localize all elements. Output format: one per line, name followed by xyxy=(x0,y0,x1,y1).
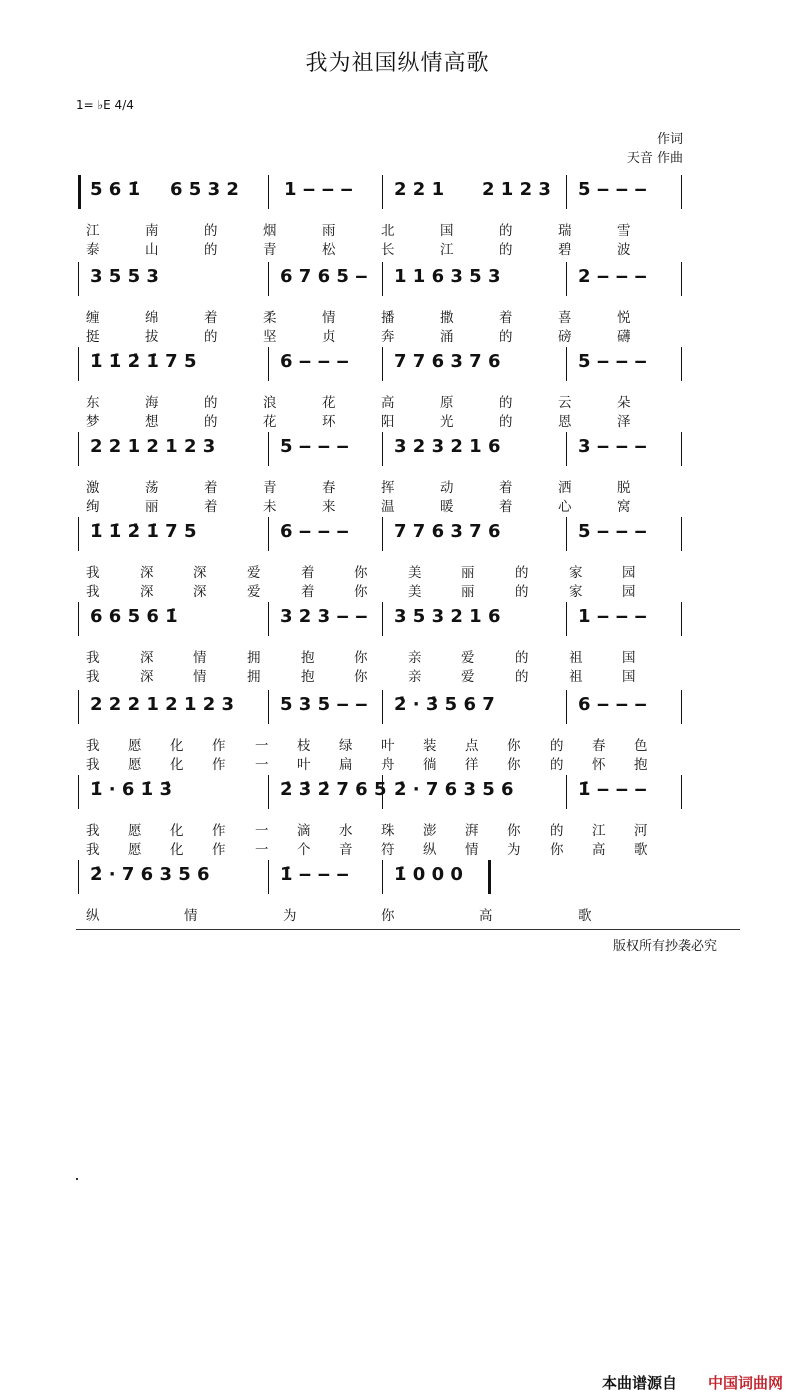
notation-line xyxy=(78,602,684,642)
lyric-syllable: 你 xyxy=(381,908,395,924)
lyric-syllable: 你 xyxy=(354,584,368,600)
measure-notes: 2 1 2 3 xyxy=(482,179,551,200)
lyric-syllable: 愿 xyxy=(128,842,142,858)
lyric-syllable: 情 xyxy=(465,842,479,858)
lyric-syllable: 枝 xyxy=(297,738,311,754)
lyric-syllable: 的 xyxy=(499,395,513,411)
bar-line xyxy=(268,860,269,894)
bar-line xyxy=(566,347,567,381)
measure-notes: 1̇ · 6 1̇ 3̇ xyxy=(90,779,173,800)
bar-line xyxy=(268,517,269,551)
lyric-syllable: 着 xyxy=(301,584,315,600)
measure-notes: 6 6 5 6 1̇ xyxy=(90,606,178,627)
lyric-syllable: 亲 xyxy=(408,669,422,685)
lyric-syllable: 云 xyxy=(558,395,572,411)
lyric-syllable: 青 xyxy=(263,242,277,258)
lyric-syllable: 洒 xyxy=(558,480,572,496)
lyric-syllable: 心 xyxy=(558,499,572,515)
bar-line xyxy=(78,690,79,724)
lyric-syllable: 作 xyxy=(212,823,226,839)
lyric-syllable: 花 xyxy=(322,395,336,411)
lyric-syllable: 的 xyxy=(515,565,529,581)
lyric-syllable: 我 xyxy=(86,669,100,685)
lyric-syllable: 深 xyxy=(140,565,154,581)
lyric-syllable: 的 xyxy=(204,329,218,345)
lyric-syllable: 你 xyxy=(507,823,521,839)
lyric-syllable: 国 xyxy=(440,223,454,239)
lyric-syllable: 着 xyxy=(499,499,513,515)
measure-notes: 5 6 1̇ xyxy=(90,179,141,200)
bar-line xyxy=(566,602,567,636)
measure-notes: 6 ‒ ‒ ‒ xyxy=(578,694,647,715)
lyric-syllable: 波 xyxy=(617,242,631,258)
lyric-syllable: 你 xyxy=(550,842,564,858)
lyric-syllable: 瑞 xyxy=(558,223,572,239)
lyric-syllable: 海 xyxy=(145,395,159,411)
lyric-syllable: 愿 xyxy=(128,757,142,773)
measure-notes: 1̇ ‒ ‒ ‒ xyxy=(280,864,349,885)
lyric-syllable: 绚 xyxy=(86,499,100,515)
lyric-syllable: 抱 xyxy=(301,669,315,685)
lyric-syllable: 的 xyxy=(204,414,218,430)
footer-divider xyxy=(76,929,740,930)
lyric-syllable: 色 xyxy=(634,738,648,754)
lyric-syllable: 的 xyxy=(499,242,513,258)
lyric-syllable: 抱 xyxy=(634,757,648,773)
lyric-syllable: 爱 xyxy=(247,584,261,600)
measure-notes: 1̇ 0 0 0 xyxy=(394,864,463,885)
bar-line xyxy=(268,690,269,724)
lyric-syllable: 我 xyxy=(86,823,100,839)
lyric-syllable: 青 xyxy=(263,480,277,496)
lyric-syllable: 纵 xyxy=(423,842,437,858)
lyric-syllable: 化 xyxy=(170,757,184,773)
lyric-syllable: 挥 xyxy=(381,480,395,496)
bar-line xyxy=(268,432,269,466)
lyric-syllable: 国 xyxy=(622,669,636,685)
measure-notes: 6 7 6 5 ‒ xyxy=(280,266,368,287)
lyric-syllable: 滴 xyxy=(297,823,311,839)
measure-notes: 3 ‒ ‒ ‒ xyxy=(578,436,647,457)
lyric-syllable: 涌 xyxy=(440,329,454,345)
bar-line xyxy=(268,262,269,296)
measure-notes: 2̇ · 7 6 3 5 6 xyxy=(394,779,514,800)
lyric-syllable: 绿 xyxy=(339,738,353,754)
lyric-syllable: 原 xyxy=(440,395,454,411)
bar-line xyxy=(681,347,682,381)
measure-notes: 7 7 6 3 7 6 xyxy=(394,351,501,372)
lyric-syllable: 着 xyxy=(204,310,218,326)
lyric-syllable: 拥 xyxy=(247,650,261,666)
lyric-syllable: 我 xyxy=(86,757,100,773)
bar-line xyxy=(78,262,79,296)
lyric-syllable: 河 xyxy=(634,823,648,839)
lyric-syllable: 美 xyxy=(408,565,422,581)
lyric-syllable: 缠 xyxy=(86,310,100,326)
lyric-syllable: 江 xyxy=(86,223,100,239)
measure-notes: 7 7 6 3 7 6 xyxy=(394,521,501,542)
lyric-syllable: 松 xyxy=(322,242,336,258)
lyric-syllable: 着 xyxy=(499,310,513,326)
lyric-syllable: 窝 xyxy=(617,499,631,515)
lyric-syllable: 深 xyxy=(193,584,207,600)
lyric-syllable: 化 xyxy=(170,842,184,858)
lyric-syllable: 深 xyxy=(193,565,207,581)
lyric-syllable: 高 xyxy=(592,842,606,858)
measure-notes: 3 2 3 ‒ ‒ xyxy=(280,606,368,627)
measure-notes: 2̇ · 7 6 3 5 6 xyxy=(90,864,210,885)
bar-line xyxy=(566,432,567,466)
lyric-syllable: 春 xyxy=(322,480,336,496)
lyric-syllable: 光 xyxy=(440,414,454,430)
lyric-syllable: 的 xyxy=(204,242,218,258)
lyric-syllable: 湃 xyxy=(465,823,479,839)
bar-line xyxy=(78,602,79,636)
lyric-syllable: 挺 xyxy=(86,329,100,345)
lyric-syllable: 来 xyxy=(322,499,336,515)
measure-notes: 1 1 6 3 5 3 xyxy=(394,266,501,287)
lyric-syllable: 美 xyxy=(408,584,422,600)
lyric-syllable: 水 xyxy=(339,823,353,839)
lyric-syllable: 浪 xyxy=(263,395,277,411)
bar-line xyxy=(78,432,79,466)
lyric-syllable: 长 xyxy=(381,242,395,258)
lyric-syllable: 扁 xyxy=(339,757,353,773)
stray-dot xyxy=(76,1178,78,1180)
bar-line xyxy=(382,175,383,209)
lyric-syllable: 爱 xyxy=(461,669,475,685)
lyric-syllable: 愿 xyxy=(128,738,142,754)
lyric-syllable: 亲 xyxy=(408,650,422,666)
lyric-syllable: 阳 xyxy=(381,414,395,430)
lyric-syllable: 装 xyxy=(423,738,437,754)
lyric-syllable: 雨 xyxy=(322,223,336,239)
lyric-syllable: 园 xyxy=(622,584,636,600)
lyric-syllable: 的 xyxy=(499,329,513,345)
lyric-syllable: 泰 xyxy=(86,242,100,258)
measure-notes: 1̇ 1̇ 2̇ 1̇ 7 5 xyxy=(90,351,197,372)
lyric-syllable: 珠 xyxy=(381,823,395,839)
lyric-syllable: 拥 xyxy=(247,669,261,685)
lyric-syllable: 怀 xyxy=(592,757,606,773)
lyric-syllable: 悦 xyxy=(617,310,631,326)
notation-line xyxy=(78,690,684,730)
lyric-syllable: 你 xyxy=(507,757,521,773)
lyric-syllable: 园 xyxy=(622,565,636,581)
bar-line xyxy=(566,775,567,809)
source-site: 中国词曲网 xyxy=(707,1374,783,1392)
notation-line xyxy=(78,175,684,215)
lyric-syllable: 爱 xyxy=(461,650,475,666)
lyric-syllable: 脱 xyxy=(617,480,631,496)
measure-notes: 2̇ · 3̇ 5 6 7 xyxy=(394,694,495,715)
measure-notes: 2 2 1 xyxy=(394,179,445,200)
composer-label: 天音 作曲 xyxy=(626,151,683,166)
lyric-syllable: 抱 xyxy=(301,650,315,666)
lyric-syllable: 激 xyxy=(86,480,100,496)
lyric-syllable: 叶 xyxy=(297,757,311,773)
lyric-syllable: 着 xyxy=(204,499,218,515)
lyric-syllable: 花 xyxy=(263,414,277,430)
lyric-syllable: 一 xyxy=(255,842,269,858)
lyric-syllable: 家 xyxy=(569,565,583,581)
bar-line xyxy=(681,262,682,296)
bar-line xyxy=(566,262,567,296)
measure-notes: 5 ‒ ‒ ‒ xyxy=(280,436,349,457)
lyric-syllable: 的 xyxy=(515,669,529,685)
bar-line xyxy=(382,347,383,381)
measure-notes: 6 ‒ ‒ ‒ xyxy=(280,351,349,372)
lyric-syllable: 祖 xyxy=(569,669,583,685)
lyric-syllable: 撒 xyxy=(440,310,454,326)
measure-notes: 6 5 3 2 xyxy=(170,179,239,200)
lyric-syllable: 丽 xyxy=(461,565,475,581)
lyric-syllable: 礴 xyxy=(617,329,631,345)
lyric-syllable: 暖 xyxy=(440,499,454,515)
lyric-syllable: 化 xyxy=(170,823,184,839)
measure-notes: 5 3 5 ‒ ‒ xyxy=(280,694,368,715)
lyric-syllable: 荡 xyxy=(145,480,159,496)
notation-line xyxy=(78,775,684,815)
bar-line xyxy=(382,432,383,466)
lyric-syllable: 作 xyxy=(212,738,226,754)
lyric-syllable: 澎 xyxy=(423,823,437,839)
lyric-syllable: 化 xyxy=(170,738,184,754)
measure-notes: 3 5 5 3 xyxy=(90,266,159,287)
lyric-syllable: 的 xyxy=(204,223,218,239)
bar-line xyxy=(78,175,81,209)
lyric-syllable: 的 xyxy=(550,738,564,754)
bar-line xyxy=(268,175,269,209)
bar-line xyxy=(78,860,79,894)
lyric-syllable: 动 xyxy=(440,480,454,496)
lyric-syllable: 南 xyxy=(145,223,159,239)
lyric-syllable: 的 xyxy=(204,395,218,411)
lyric-syllable: 梦 xyxy=(86,414,100,430)
lyric-syllable: 音 xyxy=(339,842,353,858)
lyric-syllable: 未 xyxy=(263,499,277,515)
measure-notes: 3 5 3 2 1 6 xyxy=(394,606,501,627)
lyric-syllable: 点 xyxy=(465,738,479,754)
lyric-syllable: 喜 xyxy=(558,310,572,326)
lyric-syllable: 柔 xyxy=(263,310,277,326)
lyric-syllable: 家 xyxy=(569,584,583,600)
bar-line xyxy=(78,347,79,381)
notation-line xyxy=(78,347,684,387)
measure-notes: 1 ‒ ‒ ‒ xyxy=(284,179,353,200)
measure-notes: 6 ‒ ‒ ‒ xyxy=(280,521,349,542)
lyric-syllable: 高 xyxy=(479,908,493,924)
lyric-syllable: 朵 xyxy=(617,395,631,411)
lyric-syllable: 贞 xyxy=(322,329,336,345)
credits xyxy=(627,130,683,168)
lyric-syllable: 想 xyxy=(145,414,159,430)
lyricist-label: 作词 xyxy=(656,132,683,147)
measure-notes: 2 2 1 2 1 2 3 xyxy=(90,436,216,457)
lyric-syllable: 深 xyxy=(140,669,154,685)
measure-notes: 1̇ 1̇ 2̇ 1̇ 7 5 xyxy=(90,521,197,542)
measure-notes: 2̇ 3̇ 2̇ 7 6 5 xyxy=(280,779,387,800)
lyric-syllable: 高 xyxy=(381,395,395,411)
lyric-syllable: 着 xyxy=(301,565,315,581)
notation-line xyxy=(78,262,684,302)
bar-line xyxy=(382,860,383,894)
lyric-syllable: 我 xyxy=(86,842,100,858)
lyric-syllable: 愿 xyxy=(128,823,142,839)
lyric-syllable: 深 xyxy=(140,584,154,600)
bar-line xyxy=(566,175,567,209)
lyric-syllable: 的 xyxy=(550,757,564,773)
bar-line xyxy=(566,690,567,724)
lyric-syllable: 叶 xyxy=(381,738,395,754)
lyric-syllable: 奔 xyxy=(381,329,395,345)
lyric-syllable: 雪 xyxy=(617,223,631,239)
lyric-syllable: 江 xyxy=(592,823,606,839)
lyric-syllable: 舟 xyxy=(381,757,395,773)
lyric-syllable: 情 xyxy=(193,650,207,666)
lyric-syllable: 作 xyxy=(212,842,226,858)
lyric-syllable: 一 xyxy=(255,757,269,773)
bar-line xyxy=(382,690,383,724)
notation-line xyxy=(78,517,684,557)
lyric-syllable: 徉 xyxy=(465,757,479,773)
copyright-notice: 版权所有抄袭必究 xyxy=(612,939,717,954)
lyric-syllable: 的 xyxy=(499,223,513,239)
measure-notes: 1 ‒ ‒ ‒ xyxy=(578,606,647,627)
lyric-syllable: 恩 xyxy=(558,414,572,430)
lyric-syllable: 丽 xyxy=(461,584,475,600)
lyric-syllable: 的 xyxy=(499,414,513,430)
lyric-syllable: 绵 xyxy=(145,310,159,326)
bar-line xyxy=(488,860,491,894)
notation-line xyxy=(78,860,684,900)
lyric-syllable: 东 xyxy=(86,395,100,411)
lyric-syllable: 碧 xyxy=(558,242,572,258)
lyric-syllable: 符 xyxy=(381,842,395,858)
lyric-syllable: 着 xyxy=(499,480,513,496)
lyric-syllable: 我 xyxy=(86,738,100,754)
lyric-syllable: 我 xyxy=(86,565,100,581)
measure-notes: 3 2 3 2 1 6 xyxy=(394,436,501,457)
lyric-syllable: 你 xyxy=(354,565,368,581)
bar-line xyxy=(382,262,383,296)
lyric-syllable: 情 xyxy=(184,908,198,924)
lyric-syllable: 纵 xyxy=(86,908,100,924)
bar-line xyxy=(268,602,269,636)
source-label: 本曲谱源自 xyxy=(601,1374,677,1392)
lyric-syllable: 情 xyxy=(193,669,207,685)
bar-line xyxy=(382,602,383,636)
lyric-syllable: 播 xyxy=(381,310,395,326)
lyric-syllable: 情 xyxy=(322,310,336,326)
lyric-syllable: 徜 xyxy=(423,757,437,773)
bar-line xyxy=(566,517,567,551)
lyric-syllable: 拔 xyxy=(145,329,159,345)
bar-line xyxy=(382,517,383,551)
measure-notes: 5 ‒ ‒ ‒ xyxy=(578,179,647,200)
lyric-syllable: 你 xyxy=(354,650,368,666)
lyric-syllable: 着 xyxy=(204,480,218,496)
lyric-syllable: 环 xyxy=(322,414,336,430)
measure-notes: 5 ‒ ‒ ‒ xyxy=(578,351,647,372)
measure-notes: 1̇ ‒ ‒ ‒ xyxy=(578,779,647,800)
bar-line xyxy=(268,775,269,809)
lyric-syllable: 磅 xyxy=(558,329,572,345)
lyric-syllable: 深 xyxy=(140,650,154,666)
bar-line xyxy=(78,775,79,809)
lyric-syllable: 的 xyxy=(515,584,529,600)
lyric-syllable: 春 xyxy=(592,738,606,754)
lyric-syllable: 一 xyxy=(255,738,269,754)
lyric-syllable: 烟 xyxy=(263,223,277,239)
lyric-syllable: 个 xyxy=(297,842,311,858)
notation-line xyxy=(78,432,684,472)
lyric-syllable: 丽 xyxy=(145,499,159,515)
lyric-syllable: 为 xyxy=(283,908,297,924)
lyric-syllable: 作 xyxy=(212,757,226,773)
measure-notes: 2 ‒ ‒ ‒ xyxy=(578,266,647,287)
lyric-syllable: 我 xyxy=(86,650,100,666)
lyric-syllable: 祖 xyxy=(569,650,583,666)
measure-notes: 5 ‒ ‒ ‒ xyxy=(578,521,647,542)
measure-notes: 2 2 2 1 2 1 2 3 xyxy=(90,694,235,715)
lyric-syllable: 温 xyxy=(381,499,395,515)
lyric-syllable: 的 xyxy=(515,650,529,666)
lyric-syllable: 江 xyxy=(440,242,454,258)
lyric-syllable: 你 xyxy=(507,738,521,754)
bar-line xyxy=(681,175,682,209)
bar-line xyxy=(268,347,269,381)
lyric-syllable: 歌 xyxy=(578,908,592,924)
bar-line xyxy=(681,775,682,809)
lyric-syllable: 泽 xyxy=(617,414,631,430)
lyric-syllable: 坚 xyxy=(263,329,277,345)
lyric-syllable: 歌 xyxy=(634,842,648,858)
lyric-syllable: 为 xyxy=(507,842,521,858)
lyric-syllable: 北 xyxy=(381,223,395,239)
bar-line xyxy=(681,517,682,551)
bar-line xyxy=(681,602,682,636)
lyric-syllable: 山 xyxy=(145,242,159,258)
lyric-syllable: 你 xyxy=(354,669,368,685)
bar-line xyxy=(681,432,682,466)
lyric-syllable: 爱 xyxy=(247,565,261,581)
lyric-syllable: 国 xyxy=(622,650,636,666)
key-signature: 1= ♭E 4/4 xyxy=(76,98,134,112)
lyric-syllable: 我 xyxy=(86,584,100,600)
bar-line xyxy=(78,517,79,551)
bar-line xyxy=(681,690,682,724)
lyric-syllable: 的 xyxy=(550,823,564,839)
song-title: 我为祖国纵情高歌 xyxy=(305,51,490,76)
lyric-syllable: 一 xyxy=(255,823,269,839)
